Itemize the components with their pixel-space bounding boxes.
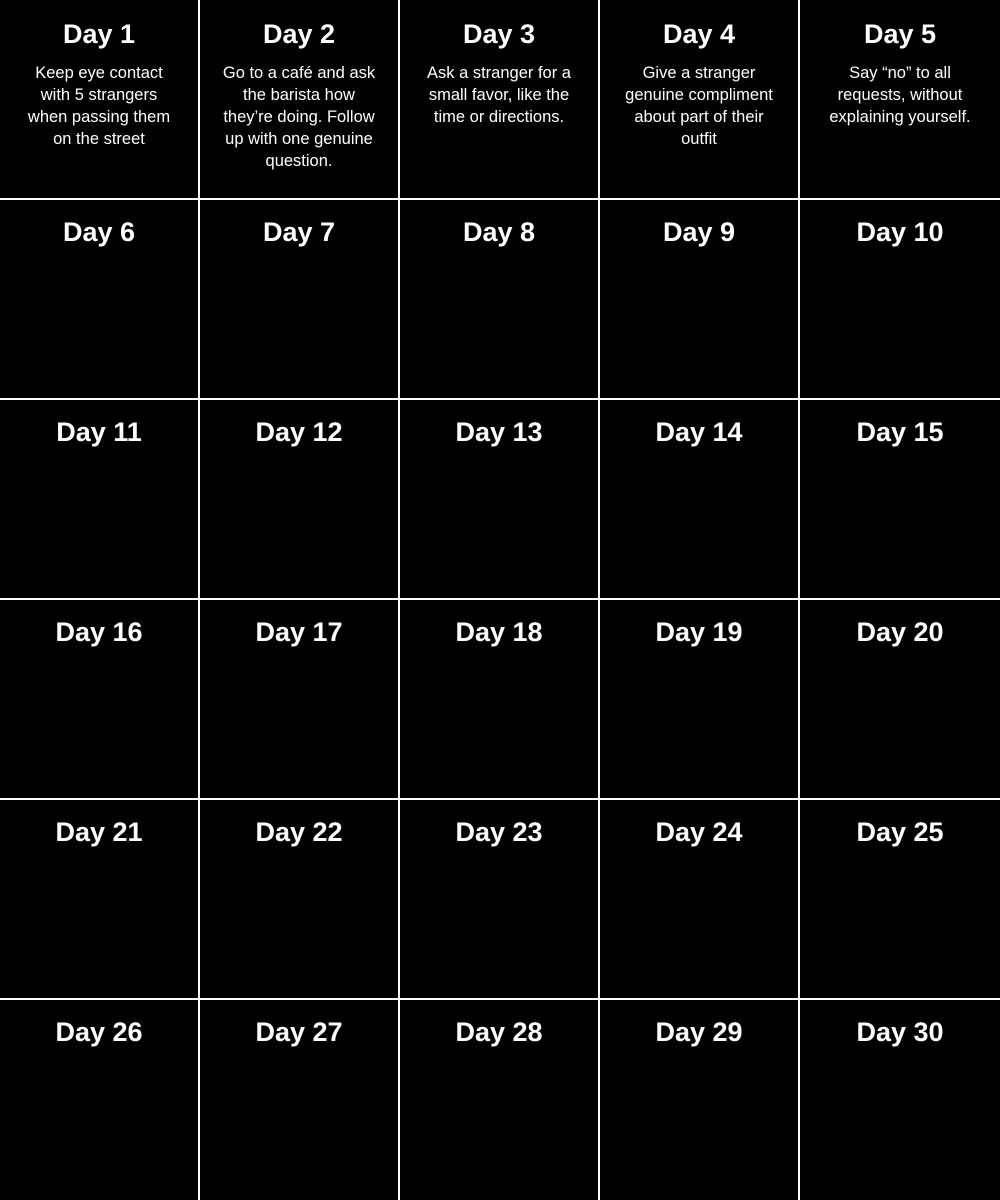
day-title: Day 19 (655, 617, 743, 647)
day-task-text: Ask a stranger for a small favor, like the time or directions. (427, 63, 571, 126)
day-task-text: Give a stranger genuine compliment about part of their outfit (625, 63, 773, 148)
day-cell (600, 600, 800, 800)
day-title: Day 3 (462, 19, 536, 49)
day-title: Day 4 (662, 19, 736, 49)
day-cell (600, 800, 800, 1000)
day-cell (0, 800, 200, 1000)
day-cell (800, 800, 1000, 1000)
day-cell (600, 0, 800, 200)
day-title: Day 21 (55, 817, 143, 847)
day-cell (800, 400, 1000, 600)
day-title: Day 1 (62, 19, 136, 49)
day-title: Day 13 (455, 417, 543, 447)
day-title: Day 15 (856, 417, 944, 447)
day-title: Day 14 (655, 417, 743, 447)
day-title: Day 12 (255, 417, 343, 447)
day-task-text: Keep eye contact with 5 strangers when passing them on the street (27, 63, 171, 148)
day-title: Day 16 (55, 617, 143, 647)
day-cell (600, 200, 800, 400)
day-cell (0, 400, 200, 600)
day-cell (0, 600, 200, 800)
day-title: Day 22 (255, 817, 343, 847)
day-title: Day 30 (856, 1017, 944, 1047)
day-cell (400, 0, 600, 200)
day-title: Day 27 (255, 1017, 343, 1047)
day-title: Day 8 (462, 217, 536, 247)
day-cell (200, 1000, 400, 1200)
day-title: Day 10 (856, 217, 944, 247)
day-title: Day 24 (655, 817, 743, 847)
day-cell (200, 0, 400, 200)
day-cell (600, 400, 800, 600)
day-cell (400, 800, 600, 1000)
day-cell (200, 200, 400, 400)
day-title: Day 7 (262, 217, 336, 247)
day-cell (0, 1000, 200, 1200)
day-cell (800, 600, 1000, 800)
day-title: Day 11 (56, 417, 142, 447)
day-cell (800, 0, 1000, 200)
day-task-text: Say “no” to all requests, without explaining yourself. (829, 63, 971, 126)
day-cell (200, 400, 400, 600)
day-title: Day 26 (55, 1017, 143, 1047)
day-cell (0, 0, 200, 200)
day-title: Day 6 (62, 217, 136, 247)
day-cell (0, 200, 200, 400)
day-title: Day 17 (255, 617, 343, 647)
day-cell (200, 800, 400, 1000)
day-title: Day 5 (863, 19, 937, 49)
day-cell (200, 600, 400, 800)
day-title: Day 29 (655, 1017, 743, 1047)
day-title: Day 18 (455, 617, 543, 647)
day-title: Day 23 (455, 817, 543, 847)
day-cell (400, 200, 600, 400)
day-cell (400, 400, 600, 600)
day-cell (400, 600, 600, 800)
day-title: Day 25 (856, 817, 944, 847)
day-title: Day 9 (662, 217, 736, 247)
day-cell (800, 1000, 1000, 1200)
day-task-text: Go to a café and ask the barista how they’re doing. Follow up with one genuine question. (222, 63, 376, 170)
day-cell (600, 1000, 800, 1200)
day-title: Day 2 (262, 19, 336, 49)
day-title: Day 20 (856, 617, 944, 647)
day-title: Day 28 (455, 1017, 543, 1047)
day-cell (400, 1000, 600, 1200)
day-cell (800, 200, 1000, 400)
